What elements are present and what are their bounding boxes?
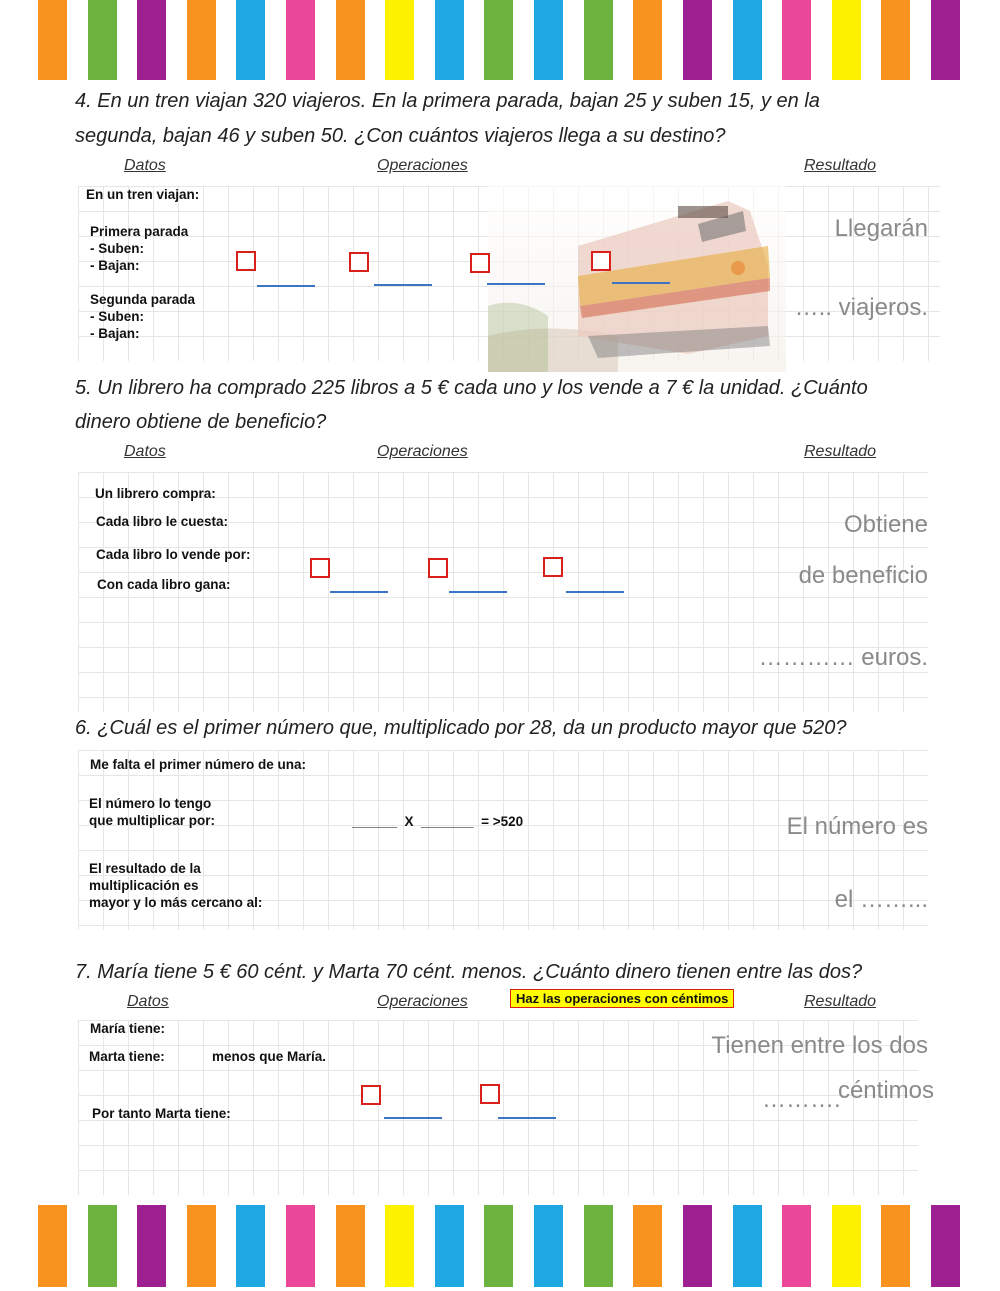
q6-label-resultado-1: El resultado de la bbox=[89, 861, 201, 876]
stripe-14 bbox=[733, 1205, 762, 1287]
stripe-4 bbox=[236, 0, 265, 80]
q5-answer-blank-2[interactable] bbox=[449, 591, 507, 593]
stripe-0 bbox=[38, 1205, 67, 1287]
q4-label-suben-1: - Suben: bbox=[90, 241, 144, 256]
q4-header-resultado: Resultado bbox=[804, 157, 877, 174]
q5-result-line2: de beneficio bbox=[798, 562, 928, 589]
stripe-9 bbox=[484, 0, 513, 80]
q4-label-segunda: Segunda parada bbox=[90, 292, 196, 307]
stripe-5 bbox=[286, 1205, 315, 1287]
stripe-7 bbox=[385, 0, 414, 80]
q4-label-en-tren: En un tren viajan: bbox=[86, 187, 200, 202]
stripe-10 bbox=[534, 0, 563, 80]
q6-text-line1: 6. ¿Cuál es el primer número que, multiplicado por 28, da un producto mayor que 520? bbox=[75, 717, 847, 739]
stripe-2 bbox=[137, 0, 166, 80]
q7-label-portanto: Por tanto Marta tiene: bbox=[92, 1106, 231, 1121]
q4-checkbox-4[interactable] bbox=[591, 251, 611, 271]
stripe-9 bbox=[484, 1205, 513, 1287]
q5-answer-blank-3[interactable] bbox=[566, 591, 624, 593]
q4-result-line2: ….. viajeros. bbox=[794, 294, 928, 321]
q4-checkbox-3[interactable] bbox=[470, 253, 490, 273]
q6-label-resultado-3: mayor y lo más cercano al: bbox=[89, 895, 263, 910]
q5-label-vende: Cada libro lo vende por: bbox=[96, 547, 251, 562]
q7-result-line2: céntimos bbox=[837, 1077, 934, 1104]
stripe-1 bbox=[88, 0, 117, 80]
stripe-8 bbox=[435, 0, 464, 80]
q6-formula: ______ X _______ = >520 bbox=[352, 814, 524, 829]
q6-label-tengo-2: que multiplicar por: bbox=[89, 813, 216, 828]
stripe-3 bbox=[187, 1205, 216, 1287]
q7-result-dots: ………. bbox=[762, 1086, 841, 1113]
stripe-18 bbox=[931, 1205, 960, 1287]
q5-checkbox-3[interactable] bbox=[543, 557, 563, 577]
q6-label-falta: Me falta el primer número de una: bbox=[90, 757, 307, 772]
stripe-7 bbox=[385, 1205, 414, 1287]
top-stripe-border bbox=[38, 0, 960, 80]
q7-checkbox-1[interactable] bbox=[361, 1085, 381, 1105]
q4-answer-blank-4[interactable] bbox=[612, 282, 670, 284]
q7-label-marta: Marta tiene: bbox=[89, 1049, 165, 1064]
stripe-17 bbox=[881, 1205, 910, 1287]
q7-header-datos: Datos bbox=[127, 993, 169, 1010]
stripe-17 bbox=[881, 0, 910, 80]
q4-label-bajan-1: - Bajan: bbox=[90, 258, 140, 273]
q4-answer-blank-1[interactable] bbox=[257, 285, 315, 287]
q4-result-line1: Llegarán bbox=[834, 215, 928, 242]
q6-label-resultado-2: multiplicación es bbox=[89, 878, 199, 893]
q5-text-line1: 5. Un librero ha comprado 225 libros a 5 € cada uno y los vende a 7 € la unidad. ¿Cuánto bbox=[75, 377, 868, 399]
q7-header-resultado: Resultado bbox=[804, 993, 877, 1010]
stripe-13 bbox=[683, 1205, 712, 1287]
stripe-11 bbox=[584, 0, 613, 80]
stripe-13 bbox=[683, 0, 712, 80]
q5-checkbox-2[interactable] bbox=[428, 558, 448, 578]
q4-answer-blank-2[interactable] bbox=[374, 284, 432, 286]
q6-result-line1: El número es bbox=[786, 813, 928, 840]
q5-text-line2: dinero obtiene de beneficio? bbox=[75, 411, 327, 433]
q5-answer-blank-1[interactable] bbox=[330, 591, 388, 593]
q7-answer-blank-1[interactable] bbox=[384, 1117, 442, 1119]
q5-result-line3: ………… euros. bbox=[758, 644, 928, 671]
q5-checkbox-1[interactable] bbox=[310, 558, 330, 578]
q6-label-tengo-1: El número lo tengo bbox=[89, 796, 212, 811]
stripe-2 bbox=[137, 1205, 166, 1287]
q7-header-operaciones: Operaciones bbox=[377, 993, 468, 1010]
q6-result-line2: el ……... bbox=[834, 886, 928, 913]
q7-text-line1: 7. María tiene 5 € 60 cént. y Marta 70 cént. menos. ¿Cuánto dinero tienen entre las dos? bbox=[75, 961, 863, 983]
q4-checkbox-1[interactable] bbox=[236, 251, 256, 271]
stripe-6 bbox=[336, 1205, 365, 1287]
stripe-0 bbox=[38, 0, 67, 80]
stripe-5 bbox=[286, 0, 315, 80]
stripe-14 bbox=[733, 0, 762, 80]
bottom-stripe-border bbox=[38, 1205, 960, 1287]
q5-label-gana: Con cada libro gana: bbox=[97, 577, 231, 592]
q4-label-suben-2: - Suben: bbox=[90, 309, 144, 324]
stripe-15 bbox=[782, 1205, 811, 1287]
stripe-16 bbox=[832, 0, 861, 80]
q5-result-line1: Obtiene bbox=[843, 511, 928, 538]
q4-text-line1: 4. En un tren viajan 320 viajeros. En la primera parada, bajan 25 y suben 15, y en la bbox=[75, 90, 820, 112]
stripe-15 bbox=[782, 0, 811, 80]
stripe-11 bbox=[584, 1205, 613, 1287]
q7-label-menos: menos que María. bbox=[212, 1049, 327, 1064]
stripe-1 bbox=[88, 1205, 117, 1287]
stripe-4 bbox=[236, 1205, 265, 1287]
q7-instruction-badge: Haz las operaciones con céntimos bbox=[510, 989, 734, 1008]
q5-label-compra: Un librero compra: bbox=[95, 486, 216, 501]
q4-header-operaciones: Operaciones bbox=[377, 157, 468, 174]
q4-answer-blank-3[interactable] bbox=[487, 283, 545, 285]
q7-checkbox-2[interactable] bbox=[480, 1084, 500, 1104]
q4-label-primera: Primera parada bbox=[90, 224, 189, 239]
stripe-6 bbox=[336, 0, 365, 80]
stripe-18 bbox=[931, 0, 960, 80]
q5-header-resultado: Resultado bbox=[804, 443, 877, 460]
q4-text-line2: segunda, bajan 46 y suben 50. ¿Con cuántos viajeros llega a su destino? bbox=[75, 125, 726, 147]
stripe-16 bbox=[832, 1205, 861, 1287]
stripe-12 bbox=[633, 0, 662, 80]
q4-header-datos: Datos bbox=[124, 157, 166, 174]
stripe-8 bbox=[435, 1205, 464, 1287]
q4-checkbox-2[interactable] bbox=[349, 252, 369, 272]
train-image bbox=[488, 186, 786, 372]
q4-label-bajan-2: - Bajan: bbox=[90, 326, 140, 341]
q7-answer-blank-2[interactable] bbox=[498, 1117, 556, 1119]
q7-result-line1: Tienen entre los dos bbox=[711, 1032, 928, 1059]
stripe-3 bbox=[187, 0, 216, 80]
q5-header-datos: Datos bbox=[124, 443, 166, 460]
q5-header-operaciones: Operaciones bbox=[377, 443, 468, 460]
stripe-10 bbox=[534, 1205, 563, 1287]
q5-label-cuesta: Cada libro le cuesta: bbox=[96, 514, 229, 529]
q7-label-maria: María tiene: bbox=[90, 1021, 166, 1036]
stripe-12 bbox=[633, 1205, 662, 1287]
